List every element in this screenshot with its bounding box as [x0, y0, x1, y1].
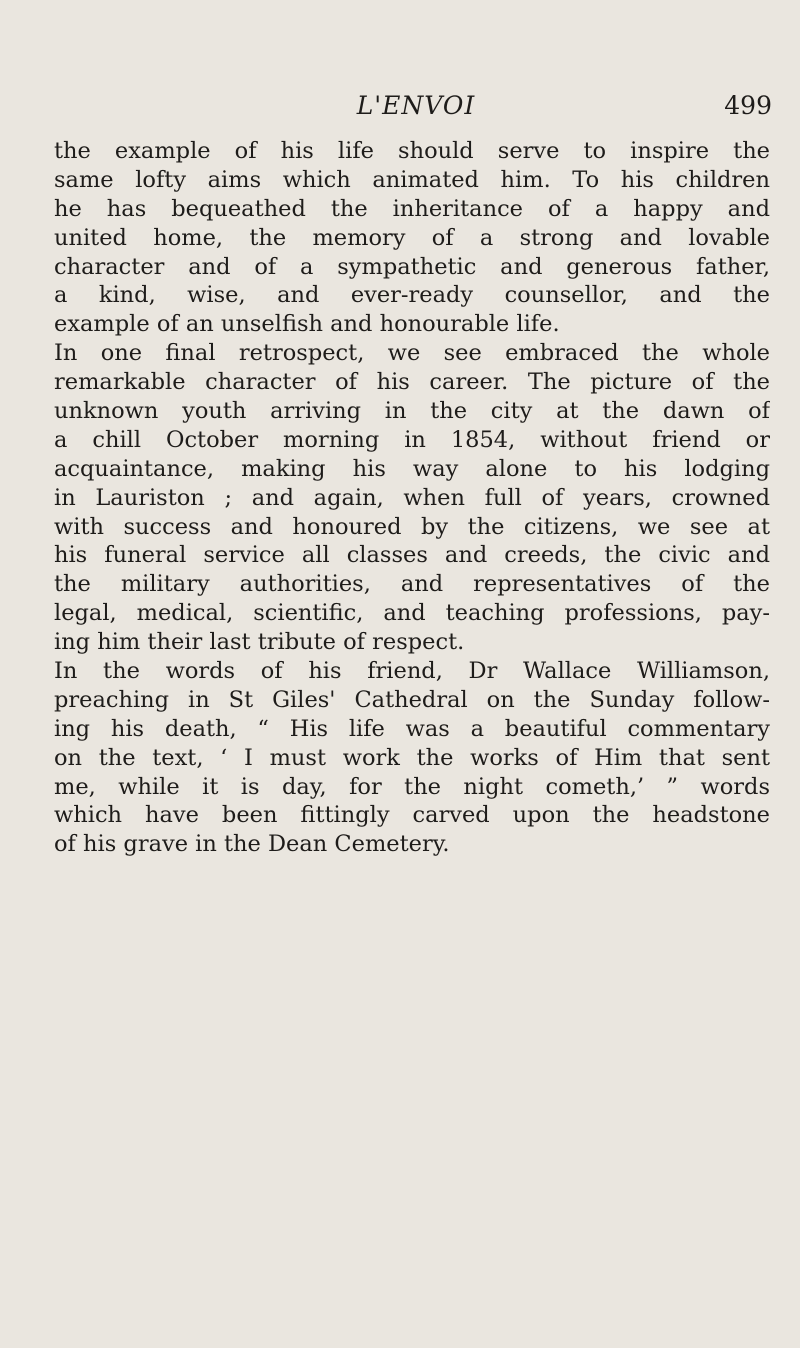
text-line: ing him their last tribute of respect.: [54, 629, 465, 656]
text-line: the military authorities, and representatives of the: [54, 571, 770, 598]
text-line: ing his death, “ His life was a beautiful commentary: [54, 715, 770, 742]
text-line: remarkable character of his career. The picture of the: [54, 369, 770, 396]
body-text: [54, 137, 770, 859]
text-line: on the text, ‘ I must work the works of Him that sent: [54, 744, 770, 771]
text-line: the example of his life should serve to inspire the: [54, 138, 770, 164]
text-line: unknown youth arriving in the city at the dawn of: [54, 398, 770, 425]
paragraph-1: [54, 137, 770, 339]
text-line: acquaintance, making his way alone to his lodging: [54, 455, 770, 482]
text-line: me, while it is day, for the night cometh,’ ” words: [54, 773, 770, 800]
text-line: In the words of his friend, Dr Wallace Williamson,: [54, 658, 770, 685]
text-line: his funeral service all classes and creeds, the civic and: [54, 542, 770, 569]
text-line: in Lauriston ; and again, when full of years, crowned: [54, 484, 770, 511]
text-line: of his grave in the Dean Cemetery.: [54, 831, 450, 858]
text-line: with success and honoured by the citizens, we see at: [54, 513, 770, 540]
page-number: 499: [724, 91, 772, 120]
text-line: character and of a sympathetic and generous father,: [54, 253, 770, 280]
text-line: legal, medical, scientific, and teaching professions, pay-: [54, 600, 770, 627]
text-line: which have been fittingly carved upon the headstone: [54, 802, 770, 829]
text-line: united home, the memory of a strong and lovable: [54, 224, 770, 251]
text-line: example of an unselfish and honourable life.: [54, 311, 560, 338]
text-line: a chill October morning in 1854, without friend or: [54, 426, 770, 453]
text-line: he has bequeathed the inheritance of a happy and: [54, 195, 770, 222]
text-line: preaching in St Giles' Cathedral on the Sunday follow-: [54, 686, 770, 713]
text-line: same lofty aims which animated him. To his children: [54, 166, 770, 193]
text-line: a kind, wise, and ever-ready counsellor, and the: [54, 282, 770, 309]
running-title: L'ENVOI: [356, 91, 476, 120]
text-line: In one final retrospect, we see embraced the whole: [54, 340, 770, 367]
running-head: [60, 88, 772, 124]
paragraph-3: [54, 657, 770, 859]
paragraph-2: [54, 339, 770, 657]
